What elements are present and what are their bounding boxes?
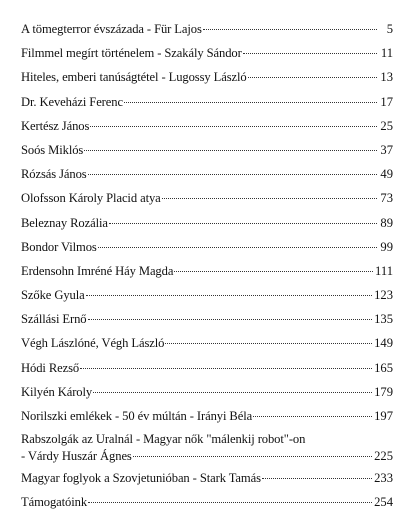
toc-entry-title: Soós Miklós	[21, 142, 84, 157]
toc-entry-title: Hiteles, emberi tanúságtétel - Lugossy László	[21, 70, 247, 85]
dot-leader	[243, 41, 377, 55]
toc-entry-page: 179	[374, 384, 393, 399]
toc-entry	[21, 138, 393, 162]
toc-entry-title: Erdensohn Imréné Háy Magda	[21, 263, 174, 278]
dot-leader	[84, 137, 377, 151]
toc-entry-page: 111	[375, 263, 393, 278]
toc-entry	[21, 65, 393, 89]
toc-entry	[21, 211, 393, 235]
toc-entry-page: 149	[374, 336, 393, 351]
dot-leader	[88, 490, 372, 504]
toc-entry-title: Végh Lászlóné, Végh László	[21, 336, 165, 351]
toc-entry	[21, 162, 393, 186]
toc-entry-page: 11	[380, 46, 393, 61]
toc-entry-page: 225	[374, 449, 393, 464]
toc-entry	[21, 90, 393, 114]
toc-entry-title: Bondor Vilmos	[21, 239, 97, 254]
toc-entry-title: Szőke Gyula	[21, 288, 85, 303]
dot-leader	[88, 162, 377, 176]
toc-entry-title: Szállási Ernő	[21, 312, 87, 327]
dot-leader	[90, 113, 377, 127]
table-of-contents	[21, 17, 393, 515]
dot-leader	[93, 379, 372, 393]
toc-entry	[21, 283, 393, 307]
toc-entry-page: 99	[380, 239, 393, 254]
toc-entry-page: 233	[374, 471, 393, 486]
toc-entry-title: Hódi Rezső	[21, 360, 80, 375]
toc-entry-title: Beleznay Rozália	[21, 215, 108, 230]
dot-leader	[133, 444, 372, 458]
dot-leader	[203, 16, 377, 30]
toc-entry	[21, 17, 393, 41]
toc-entry	[21, 404, 393, 428]
toc-entry-page: 165	[374, 360, 393, 375]
toc-entry	[21, 490, 393, 514]
toc-entry	[21, 235, 393, 259]
toc-entry-title: Kilyén Károly	[21, 384, 93, 399]
toc-entry	[21, 186, 393, 210]
toc-entry-title: Magyar foglyok a Szovjetunióban - Stark Tamás	[21, 471, 261, 486]
dot-leader	[86, 282, 373, 296]
toc-entry-page: 123	[374, 288, 393, 303]
toc-entry-title: Filmmel megírt történelem - Szakály Sándor	[21, 46, 242, 61]
toc-entry-page: 254	[374, 495, 393, 510]
dot-leader	[80, 355, 372, 369]
dot-leader	[124, 89, 377, 103]
toc-entry-page: 73	[380, 191, 393, 206]
toc-entry-title: Olofsson Károly Placid atya	[21, 191, 161, 206]
toc-entry-page: 89	[380, 215, 393, 230]
toc-entry-page: 13	[380, 70, 393, 85]
toc-entry	[21, 331, 393, 355]
toc-entry-title: Dr. Keveházi Ferenc	[21, 94, 123, 109]
dot-leader	[162, 186, 377, 200]
toc-entry-page: 49	[380, 167, 393, 182]
dot-leader	[88, 307, 373, 321]
toc-entry-title: Rózsás János	[21, 167, 87, 182]
dot-leader	[165, 331, 372, 345]
toc-entry-page: 197	[374, 409, 393, 423]
toc-entry-page: 25	[380, 118, 393, 133]
toc-entry	[21, 41, 393, 65]
toc-entry-title: Norilszki emlékek - 50 év múltán - Irányi Béla	[21, 409, 253, 423]
dot-leader	[248, 65, 377, 79]
toc-entry-multiline	[21, 428, 393, 466]
toc-entry	[21, 307, 393, 331]
dot-leader	[253, 403, 372, 417]
toc-entry-page: 37	[380, 142, 393, 157]
toc-entry-page: 135	[374, 312, 393, 327]
dot-leader	[262, 466, 372, 480]
toc-entry-title-continuation: - Várdy Huszár Ágnes	[21, 449, 132, 464]
toc-entry-page: 17	[380, 94, 393, 109]
toc-entry	[21, 114, 393, 138]
dot-leader	[174, 258, 373, 272]
toc-entry	[21, 466, 393, 490]
toc-entry-title: Rabszolgák az Uralnál - Magyar nők "málenkij robot"-on	[21, 432, 306, 447]
toc-entry-page: 5	[386, 22, 393, 36]
toc-entry-title: Kertész János	[21, 118, 90, 133]
toc-entry-line	[21, 447, 393, 464]
dot-leader	[109, 210, 377, 224]
toc-entry	[21, 380, 393, 404]
dot-leader	[98, 234, 377, 248]
toc-entry	[21, 259, 393, 283]
toc-entry-title: A tömegterror évszázada - Für Lajos	[21, 22, 202, 36]
toc-entry-title: Támogatóink	[21, 495, 88, 510]
toc-entry	[21, 356, 393, 380]
